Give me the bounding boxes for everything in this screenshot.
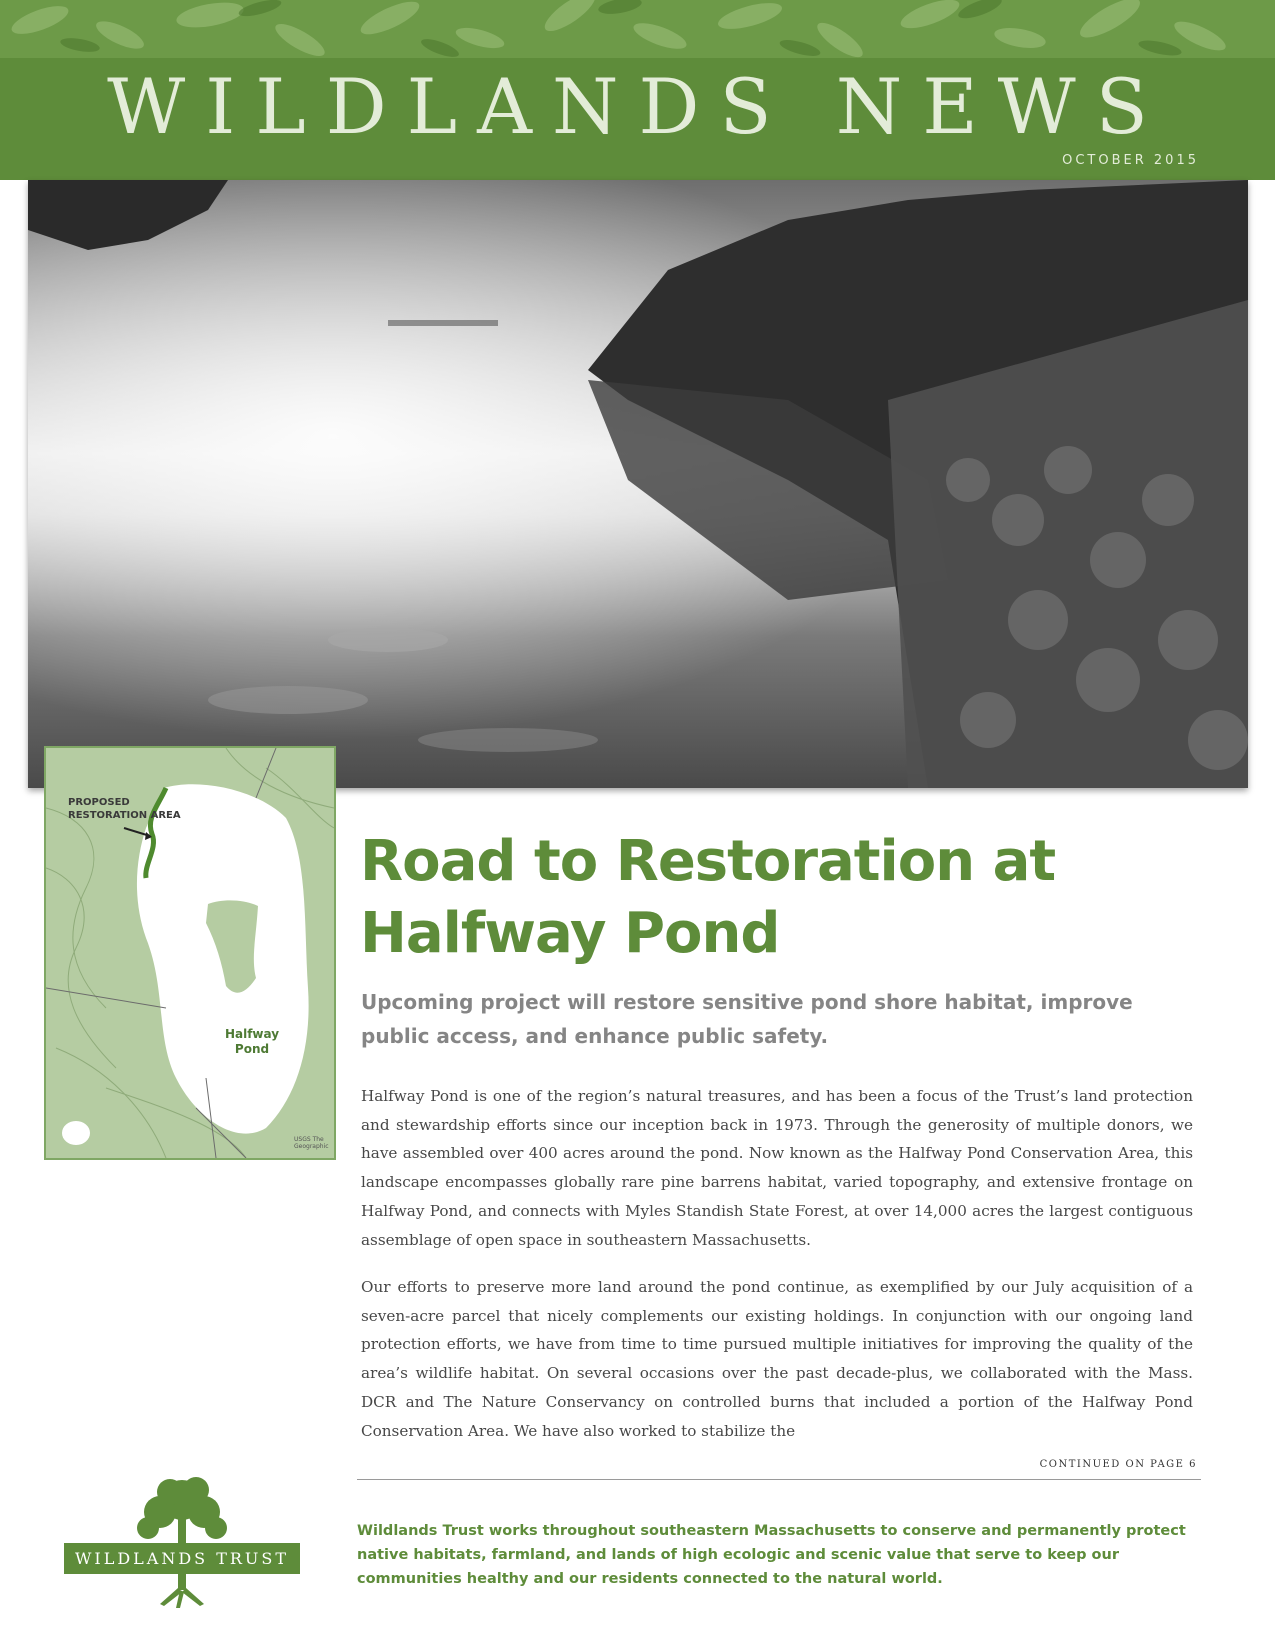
article-headline: Road to Restoration at Halfway Pond	[360, 829, 1056, 966]
wildlands-trust-logo	[64, 1470, 300, 1610]
mission-statement: Wildlands Trust works throughout southeastern Massachusetts to conserve and permanently protect native habitats, farmland, and lands of high ecologic and scenic value that serve to keep our communities healthy and our residents connected to the natural world.	[357, 1523, 1186, 1587]
misty-pond-photo-icon	[28, 180, 1248, 788]
article-paragraph-1: Halfway Pond is one of the region’s natural treasures, and has been a focus of the Trust’s land protection and stewardship efforts since our inception back in 1973. Through the generosity of multiple donors, we have assembled over 400 acres around the pond. Now known as the Halfway Pond Conservation Area, this landscape encompasses globally rare pine barrens habitat, varied topography, and extensive frontage on Halfway Pond, and connects with Myles Standish State Forest, at over 14,000 acres the largest contiguous assemblage of open space in southeastern Massachusetts.	[361, 1087, 1193, 1249]
leaf-pattern-icon	[0, 0, 1275, 58]
tree-icon	[64, 1470, 300, 1610]
hero-photo	[28, 180, 1248, 788]
logo-wordmark: WILDLANDS TRUST	[64, 1543, 300, 1574]
masthead-title: WILDLANDS NEWS	[107, 62, 1168, 151]
article-paragraph-2: Our efforts to preserve more land around the pond continue, as exemplified by our July acquisition of a seven-acre parcel that nicely complements our existing holdings. In conjunction with our ongoing land protection efforts, we have from time to time pursued multiple initiatives for improving the quality of the area’s wildlife habitat. On several occasions over the past decade-plus, we collaborated with the Mass. DCR and The Nature Conservancy on controlled burns that included a portion of the Halfway Pond Conservation Area. We have also worked to stabilize the	[361, 1278, 1193, 1440]
footer-divider	[357, 1479, 1201, 1480]
proposed-restoration-label: PROPOSED RESTORATION AREA	[68, 797, 181, 821]
continued-link[interactable]: CONTINUED ON PAGE 6	[1039, 1459, 1197, 1470]
pond-label: Halfway Pond	[224, 1027, 280, 1056]
issue-date: OCTOBER 2015	[1062, 153, 1199, 168]
article-deck: Upcoming project will restore sensitive pond shore habitat, improve public access, and enhance public safety.	[361, 990, 1133, 1048]
masthead	[0, 0, 1275, 180]
map-credit: USGS The Geographic	[294, 1136, 329, 1150]
map-inset	[44, 746, 336, 1160]
